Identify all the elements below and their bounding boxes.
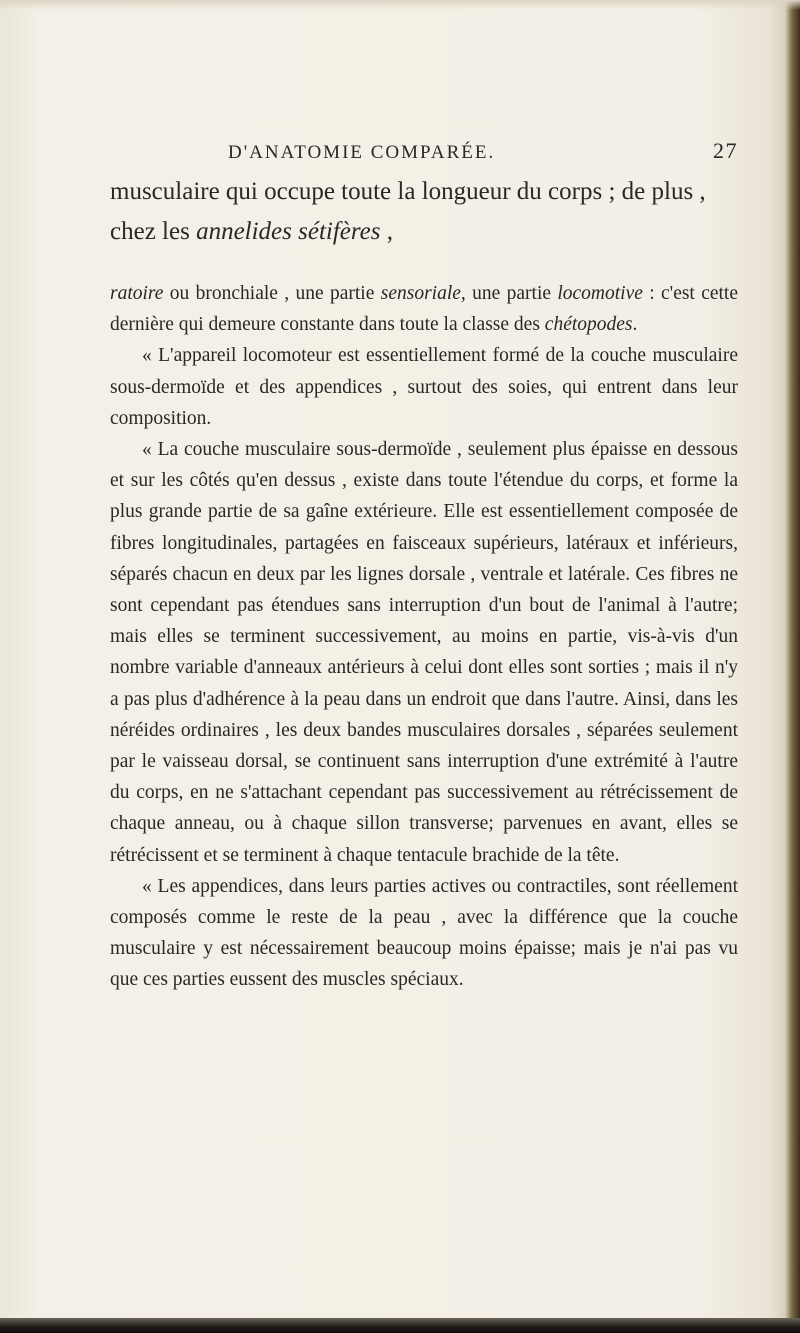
paragraph-1-seg8: .	[632, 314, 638, 336]
running-head	[228, 136, 738, 168]
paragraph-1-seg4: , une partie	[460, 283, 558, 304]
page-number: 27	[713, 138, 738, 163]
paragraph-1-seg7: chétopodes	[544, 314, 633, 336]
paragraph-1-seg2: ou bronchiale , une partie	[163, 283, 381, 304]
paragraph-3: « La couche musculaire sous-dermoïde , seulement plus épaisse en dessous et sur les côtés qu'en dessus , existe dans toute l'étendue du corps, et forme la plus grande partie de sa gaîne extérieure. Elle est essentiellement composée de fibres longitudinales, partagées en faisceaux supérieurs, latéraux et inférieurs, séparés chacun en deux par les lignes dorsale , ventrale et latérale. Ces fibres ne sont cependant pas étendues sans interruption d'un bout de l'animal à l'autre; mais elles se terminent successivement, au moins en partie, vis-à-vis d'un nombre variable d'anneaux antérieurs à celui dont elles sont sorties ; mais il n'y a pas plus d'adhérence à la peau dans un endroit que dans l'autre. Ainsi, dans les néréides ordinaires , les deux bandes musculaires dorsales , séparées seulement par le vaisseau dorsal, se continuent sans interruption d'une extrémité à l'autre du corps, en ne s'attachant cependant pas successivement au rétrécissement de chaque anneau, ou à chaque sillon transverse; parvenues en avant, elles se rétrécissent et se terminent à chaque tentacule brachide de la tête.	[110, 439, 738, 866]
paragraph-1	[110, 278, 738, 340]
page-top-edge	[0, 0, 800, 10]
paragraph-4: « Les appendices, dans leurs parties actives ou contractiles, sont réellement composés comme le reste de la peau , avec la différence que la couche musculaire y est nécessairement beaucoup moins épaisse; mais je n'ai pas vu que ces parties eussent des muscles spéciaux.	[110, 875, 738, 991]
lead-text-part1: musculaire qui occupe toute la longueur du corps ; de plus , chez les	[110, 178, 706, 245]
running-head-title: D'ANATOMIE COMPARÉE.	[228, 142, 496, 163]
paragraph-2: « L'appareil locomoteur est essentiellement formé de la couche musculaire sous-dermoïde et des appendices , surtout des soies, qui entrent dans leur composition.	[110, 345, 738, 429]
lead-text	[110, 172, 738, 252]
paragraph-1-seg5: locomotive	[557, 283, 643, 304]
paragraph-1-seg3: sensoriale	[380, 283, 461, 304]
paragraph-1-seg1: ratoire	[110, 283, 164, 304]
page-bottom-edge	[0, 1318, 800, 1333]
lead-paragraph	[110, 172, 738, 252]
body-text	[110, 278, 738, 996]
lead-text-italic: annelides sétifères	[196, 218, 381, 245]
paragraph-1-seg6: : c'est cette dernière qui demeure constante dans toute la classe des	[110, 283, 738, 336]
lead-text-part2: ,	[380, 218, 394, 245]
